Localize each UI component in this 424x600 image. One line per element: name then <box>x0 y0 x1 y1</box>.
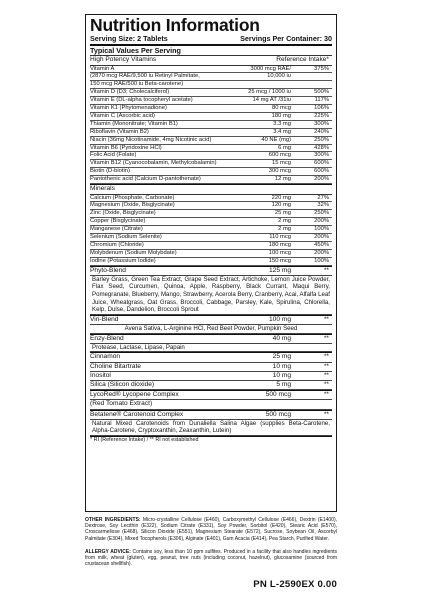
phyto-blend-ingredients: Barley Grass, Green Tea Extract, Grape Seed Extract, Artichoke, Lemon Juice Powder, Flax Seed, Curcumen, Quinoa, Apple, Raspberry, Black Currant, Maqui Berry, Pomegranate, Blueberry, Mango, Strawberry, Acerola Berry, Cranberry, Acai, Alfalfa Leaf Juice, Wheatgrass, Oat Grass, Broccoli, Cabbage, Parsley, Kale, Spirulina, Chlorella, Kelp, Dulse, Dandelion, Broccoli Sprout <box>92 275 330 314</box>
vitamin-row-ri: 117% <box>314 97 329 104</box>
vitamin-row <box>90 113 332 121</box>
mineral-row-name: Zinc (Oxide, Bisglycinate) <box>90 210 156 217</box>
vitamin-row-name: Riboflavin (Vitamin B2) <box>90 128 149 135</box>
minerals-heading: Minerals <box>90 184 332 194</box>
vitamin-row-name: Biotin (D-biotin) <box>90 168 130 175</box>
vitamin-row-name: Vitamin K1 (Phytomenadione) <box>90 105 167 112</box>
vitamin-row <box>90 89 332 97</box>
vitamin-row <box>90 105 332 113</box>
enzy-blend-name: Enzy-Blend <box>90 334 124 342</box>
vitamin-row-ri: 300% <box>314 152 329 159</box>
typical-values-heading: Typical Values Per Serving <box>90 46 332 56</box>
vitamin-row-amount: 14 mg AT /31iu <box>252 97 291 104</box>
mineral-row-ri: 200% <box>314 218 329 225</box>
allergy-text: Contains soy, less than 10 ppm sulfites. Produced in a facility that also handles ingredients from milk, wheat (gluten), egg, peanut, tree nuts (including coconut, hazelnut), glucosamine (sourced from crustacean shellfish). <box>85 549 337 568</box>
vitamin-row-ri: 200% <box>314 176 329 183</box>
other-nutrient-row-amount: 5 mg <box>276 381 291 389</box>
mineral-row-name: Chromium (Chloride) <box>90 241 144 248</box>
mineral-row-name: Calcium (Phosphate, Carbonate) <box>90 194 175 201</box>
lycopene-name: LycoRed® Lycopene Complex <box>90 391 179 399</box>
vitamin-row-amount: 12 mg <box>274 176 291 183</box>
vitamin-row-amount: 3.3 mg <box>273 120 291 127</box>
mineral-row-name: Manganese (Citrate) <box>90 226 143 233</box>
vitamin-row-name: Niacin (36mg Nicotinamide, 4mg Nicotinic acid) <box>90 136 212 143</box>
vitamin-row-ri <box>291 73 332 80</box>
betatene-name: Betatene® Carotenoid Complex <box>90 410 184 418</box>
mineral-row-ri: 32% <box>317 202 329 209</box>
enzy-blend-ri: ** <box>323 334 329 342</box>
mineral-row <box>90 195 332 203</box>
viri-blend-ri: ** <box>323 315 329 323</box>
mineral-row <box>90 250 332 258</box>
mineral-row-amount: 180 mcg <box>268 241 291 248</box>
reference-intake-heading: Reference Intake* <box>276 56 329 63</box>
betatene-ri: ** <box>323 410 329 418</box>
vitamin-row <box>90 137 332 145</box>
betatene-description: Natural Mixed Carotenoids from Dunaliella Salina Algae (supplies Beta-Carotene, Alpha-Carotene, Cryptoxanthin, Zeaxanthin, Lutein) <box>92 419 330 435</box>
other-nutrient-row-amount: 25 mg <box>272 353 291 361</box>
viri-blend-name: Viri-Blend <box>90 315 119 323</box>
vitamin-row-ri: 300% <box>314 120 329 127</box>
other-nutrient-row-ri: ** <box>323 381 329 389</box>
vitamin-row-amount: 300 mcg <box>268 168 291 175</box>
viri-blend-amount: 100 mg <box>269 315 291 323</box>
mineral-row <box>90 258 332 266</box>
mineral-row-ri: 200% <box>314 234 329 241</box>
vitamin-row-ri: 250% <box>314 136 329 143</box>
vitamin-row-amount: 40 NE (mg) <box>261 136 291 143</box>
footnote: * RI (Reference Intake) / ** RI not established <box>90 436 332 444</box>
allergy-section <box>85 549 337 568</box>
vitamin-row-ri: 600% <box>314 168 329 175</box>
enzy-blend-ingredients: Protease, Lactase, Lipase, Papain <box>90 344 332 353</box>
mineral-row-name: Selenium (Sodium Selenite) <box>90 234 162 241</box>
vitamin-row-amount: 3000 mcg RAE/ <box>250 65 291 72</box>
vitamin-row-ri: 500% <box>314 89 329 96</box>
panel-title: Nutrition Information <box>90 15 260 35</box>
vitamin-row-name: Vitamin D (D3; Cholecalciferol) <box>90 89 170 96</box>
mineral-row <box>90 202 332 210</box>
mineral-row <box>90 226 332 234</box>
vitamin-row <box>90 121 332 129</box>
vitamin-row-name: Pantothenic acid (Calcium D-pantothenate) <box>90 176 201 183</box>
vitamin-row-name: 150 mcg RAE/500 iu Beta-carotene) <box>90 81 184 88</box>
other-nutrient-row-name: Inositol <box>90 371 111 379</box>
mineral-row-name: Magnesium (Oxide, Bisglycinate) <box>90 202 175 209</box>
viri-blend-ingredients: Avena Sativa, L-Arginine HCl, Red Beet Powder, Pumpkin Seed <box>90 325 332 334</box>
vitamin-row <box>90 81 332 89</box>
vitamin-row-name: Vitamin E (DL-alpha tocopheryl acetate) <box>90 97 193 104</box>
other-nutrient-row-name: Cinnamon <box>90 353 121 361</box>
vitamin-row-name: (2870 mcg RAE/9,500 iu Retinyl Palmitate, <box>90 73 200 80</box>
vitamin-row <box>90 152 332 160</box>
mineral-row-ri: 450% <box>314 241 329 248</box>
vitamin-row-ri: 428% <box>314 144 329 151</box>
mineral-row-ri: 250% <box>314 210 329 217</box>
minerals-list <box>90 195 332 266</box>
other-nutrient-row <box>90 353 332 362</box>
vitamin-row-amount <box>237 81 291 88</box>
lycopene-source <box>90 400 332 409</box>
betatene-row <box>90 410 332 420</box>
vitamin-row-amount: 3.4 mg <box>273 128 291 135</box>
vitamin-row <box>90 168 332 176</box>
phyto-blend-amount: 125 mg <box>269 266 291 274</box>
mineral-row <box>90 210 332 218</box>
betatene-amount: 500 mcg <box>265 410 291 418</box>
vitamins-list <box>90 66 332 185</box>
enzy-blend-row <box>90 334 332 344</box>
lycopene-amount: 500 mcg <box>265 391 291 399</box>
other-ingredients-label: OTHER INGREDIENTS: <box>85 517 141 523</box>
mineral-row-amount: 2 mg <box>278 218 291 225</box>
other-nutrient-row-ri: ** <box>323 353 329 361</box>
viri-blend-row <box>90 315 332 325</box>
vitamins-header <box>90 56 332 66</box>
vitamin-row <box>90 129 332 137</box>
other-nutrient-row <box>90 372 332 381</box>
mineral-row <box>90 242 332 250</box>
vitamin-row-name: Vitamin C (Ascorbic acid) <box>90 112 155 119</box>
vitamins-heading: High Potency Vitamins <box>90 56 157 63</box>
servings-per-container: Servings Per Container: 30 <box>240 34 332 43</box>
vitamin-row-ri: 225% <box>314 112 329 119</box>
vitamin-row-ri: 106% <box>314 105 329 112</box>
mineral-row-name: Iodine (Potassium Iodide) <box>90 257 156 264</box>
vitamin-row <box>90 97 332 105</box>
vitamin-row-name: Vitamin B12 (Cyanocobalamin, Methylcobalamin) <box>90 160 217 167</box>
mineral-row-amount: 100 mcg <box>268 249 291 256</box>
vitamin-row-ri <box>291 81 332 88</box>
lycopene-source-text: (Red Tomato Extract) <box>90 400 153 408</box>
mineral-row-name: Molybdenum (Sodium Molybdate) <box>90 249 177 256</box>
vitamin-row-amount: 600 mcg <box>268 152 291 159</box>
phyto-blend-row <box>90 266 332 276</box>
mineral-row-ri: 27% <box>317 194 329 201</box>
mineral-row-amount: 110 mcg <box>269 234 291 241</box>
mineral-row-ri: 100% <box>314 226 329 233</box>
other-ingredients-text: Micro-crystalline Cellulose (E460), Carboxymethyl Cellulose (E466), Dextrin (E1400), Dextrose, Soy Lecithin (E322), Sodium Citrate (E331), Soy Powder, Sorbitol (E420), Stearic Acid (E570), Croscarmellose (E468), Silicon Dioxide (E551), Magnesium Stearate (E572), Sucrose, Soybean Oil, Ascorbyl Palmitate (E304), Mixed Tocopherols (E306), Alginate (E401), Gum Acacia (E414), Pea Starch, Purified Water. <box>85 517 338 542</box>
vitamin-row-ri: 375% <box>314 65 329 72</box>
other-nutrient-row-ri: ** <box>323 362 329 370</box>
vitamin-row <box>90 145 332 153</box>
vitamin-row <box>90 160 332 168</box>
mineral-row-amount: 2 mg <box>278 226 291 233</box>
mineral-row-amount: 120 mg <box>271 202 291 209</box>
lycopene-row <box>90 390 332 400</box>
vitamin-row-amount: 15 mcg <box>271 160 291 167</box>
other-ingredients-section <box>85 517 337 542</box>
vitamin-row-name: Folic Acid (Folate) <box>90 152 137 159</box>
serving-row <box>90 34 332 46</box>
other-nutrient-row-name: Choline Bitartrate <box>90 362 141 370</box>
vitamin-row <box>90 66 332 74</box>
phyto-blend-ri: ** <box>323 266 329 274</box>
other-nutrient-row-ri: ** <box>323 371 329 379</box>
lycopene-ri: ** <box>323 391 329 399</box>
serving-size: Serving Size: 2 Tablets <box>90 34 168 43</box>
vitamin-row-amount: 10,000 iu <box>267 73 291 80</box>
other-nutrient-row <box>90 363 332 372</box>
mineral-row-ri: 100% <box>314 257 329 264</box>
phyto-blend-name: Phyto-Blend <box>90 266 126 274</box>
vitamin-row-name: Vitamin B6 (Pyridoxine HCl) <box>90 144 162 151</box>
vitamin-row-amount: 180 mg <box>271 112 291 119</box>
mineral-row <box>90 218 332 226</box>
mineral-row-amount: 220 mg <box>271 194 291 201</box>
vitamin-row-amount: 80 mcg <box>271 105 291 112</box>
vitamin-row <box>90 73 332 81</box>
mineral-row-amount: 150 mcg <box>268 257 291 264</box>
nutrition-panel <box>85 14 337 512</box>
other-nutrient-row-amount: 10 mg <box>272 371 291 379</box>
other-nutrient-row <box>90 381 332 390</box>
vitamin-row <box>90 176 332 184</box>
vitamin-row-name: Vitamin A <box>90 65 115 72</box>
other-ingredients-list <box>90 352 332 390</box>
vitamin-row-ri: 240% <box>314 128 329 135</box>
allergy-label: ALLERGY ADVICE: <box>85 549 131 555</box>
vitamin-row-name: Thiamin (Mononitrate; Vitamin B1) <box>90 120 178 127</box>
mineral-row <box>90 234 332 242</box>
vitamin-row-amount: 6 mg <box>278 144 291 151</box>
enzy-blend-amount: 40 mg <box>272 334 291 342</box>
mineral-row-amount: 25 mg <box>274 210 291 217</box>
other-nutrient-row-amount: 10 mg <box>272 362 291 370</box>
mineral-row-ri: 200% <box>314 249 329 256</box>
vitamin-row-amount: 25 mcg / 1000 iu <box>248 89 291 96</box>
mineral-row-name: Copper (Bisglycinate) <box>90 218 146 225</box>
part-number: PN L-2590EX 0.00 <box>253 579 337 590</box>
other-nutrient-row-name: Silica (Silicon dioxide) <box>90 381 155 389</box>
vitamin-row-ri: 600% <box>314 160 329 167</box>
